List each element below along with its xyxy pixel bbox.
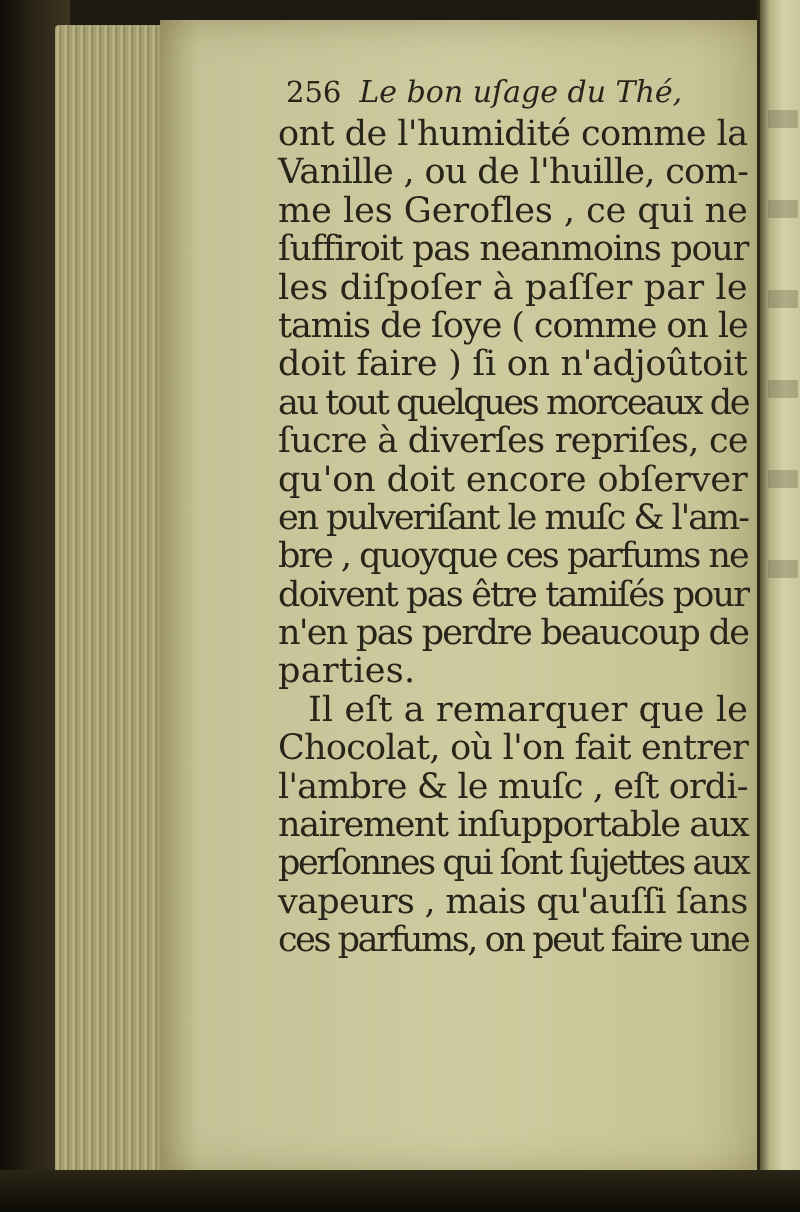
bleed-through-mark bbox=[768, 380, 798, 398]
text-line: doivent pas être tamiſés pour bbox=[278, 574, 749, 615]
text-line: au tout quelques morceaux de bbox=[278, 382, 749, 423]
text-line: bre , quoyque ces parfums ne bbox=[278, 536, 748, 577]
bleed-through-mark bbox=[768, 290, 798, 308]
next-page-edge bbox=[760, 0, 800, 1212]
text-line: nairement inſupportable aux bbox=[278, 805, 749, 846]
page-number: 256 bbox=[286, 75, 342, 109]
text-line: ces parfums, on peut faire une bbox=[278, 920, 749, 961]
text-line: n'en pas perdre beaucoup de bbox=[278, 613, 749, 654]
text-line: les diſpoſer à paſſer par le bbox=[278, 267, 748, 308]
page-header bbox=[286, 75, 748, 115]
text-line: doit faire ) ſi on n'adjoûtoit bbox=[278, 344, 748, 385]
bleed-through-mark bbox=[768, 200, 798, 218]
text-line: ſucre à diverſes repriſes, ce bbox=[278, 421, 748, 462]
text-line: ſuffiroit pas neanmoins pour bbox=[278, 229, 749, 270]
page-text bbox=[278, 75, 748, 960]
paragraph-start-line: Il eſt a remarquer que le bbox=[308, 689, 748, 730]
text-line: qu'on doit encore obſerver bbox=[278, 459, 748, 500]
bottom-shadow bbox=[0, 1170, 800, 1212]
text-line: tamis de ſoye ( comme on le bbox=[278, 305, 748, 346]
text-line: Vanille , ou de l'huille, com- bbox=[278, 152, 749, 193]
bleed-through-mark bbox=[768, 110, 798, 128]
text-line: l'ambre & le muſc , eſt ordi- bbox=[278, 766, 748, 807]
bleed-through-mark bbox=[768, 470, 798, 488]
text-line: vapeurs , mais qu'auſſi ſans bbox=[278, 881, 748, 922]
text-line: ont de l'humidité comme la bbox=[278, 114, 748, 154]
text-line: parties. bbox=[278, 651, 416, 692]
bleed-through-mark bbox=[768, 560, 798, 578]
text-line: me les Gerofles , ce qui ne bbox=[278, 190, 748, 231]
running-title: Le bon uſage du Thé, bbox=[359, 75, 683, 110]
text-line: perſonnes qui ſont ſujettes aux bbox=[278, 843, 749, 884]
text-line: Chocolat, où l'on fait entrer bbox=[278, 728, 749, 769]
page-edges bbox=[55, 25, 170, 1185]
text-line: en pulveriſant le muſc & l'am- bbox=[278, 497, 748, 538]
